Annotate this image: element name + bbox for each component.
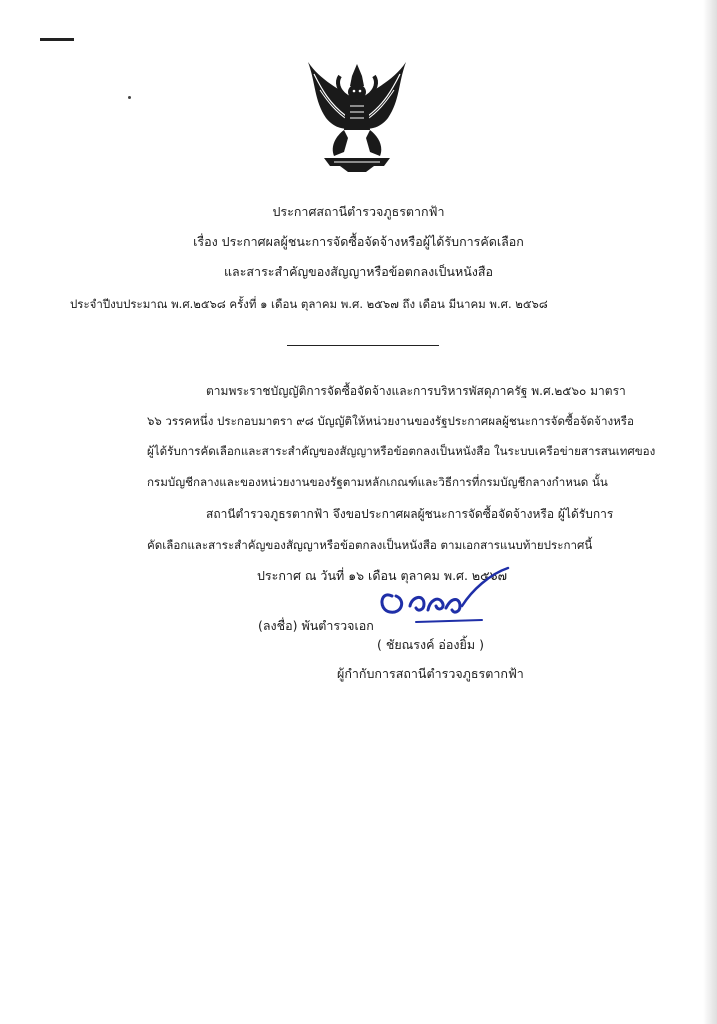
body-line: คัดเลือกและสาระสำคัญของสัญญาหรือข้อตกลงเป็นหนังสือ ตามเอกสารแนบท้ายประกาศนี้ <box>147 538 593 552</box>
signed-label: (ลงชื่อ) พันตำรวจเอก <box>258 618 374 633</box>
scan-speck <box>128 96 131 99</box>
corner-mark <box>40 38 74 41</box>
divider-rule <box>287 345 439 346</box>
announce-date: ประกาศ ณ วันที่ ๑๖ เดือน ตุลาคม พ.ศ. ๒๕๖๗ <box>257 568 507 583</box>
document-header: ประกาศสถานีตำรวจภูธรตากฟ้า <box>272 204 445 219</box>
page-edge-shadow <box>703 0 717 1024</box>
subject-line-2: และสาระสำคัญของสัญญาหรือข้อตกลงเป็นหนังสือ <box>223 264 493 279</box>
body-line: ตามพระราชบัญญัติการจัดซื้อจัดจ้างและการบริหารพัสดุภาครัฐ พ.ศ.๒๕๖๐ มาตรา <box>206 384 626 398</box>
body-line: ผู้ได้รับการคัดเลือกและสาระสำคัญของสัญญาหรือข้อตกลงเป็นหนังสือ ในระบบเครือข่ายสารสนเทศของ <box>147 444 656 458</box>
garuda-emblem-icon <box>300 60 414 172</box>
signer-position: ผู้กำกับการสถานีตำรวจภูธรตากฟ้า <box>337 666 524 681</box>
body-line: ๖๖ วรรคหนึ่ง ประกอบมาตรา ๙๘ บัญญัติให้หน่วยงานของรัฐประกาศผลผู้ชนะการจัดซื้อจัดจ้างหรือ <box>147 414 634 428</box>
signer-name: ( ชัยณรงค์ อ่องยิ้ม ) <box>377 637 484 652</box>
subject-line-1: เรื่อง ประกาศผลผู้ชนะการจัดซื้อจัดจ้างหรือผู้ได้รับการคัดเลือก <box>193 234 524 249</box>
subject-line-3: ประจำปีงบประมาณ พ.ศ.๒๕๖๘ ครั้งที่ ๑ เดือน ตุลาคม พ.ศ. ๒๕๖๗ ถึง เดือน มีนาคม พ.ศ. ๒๕๖๘ <box>70 297 548 311</box>
handwritten-signature <box>372 566 512 628</box>
body-line: กรมบัญชีกลางและของหน่วยงานของรัฐตามหลักเกณฑ์และวิธีการที่กรมบัญชีกลางกำหนด นั้น <box>147 475 608 489</box>
body-line: สถานีตำรวจภูธรตากฟ้า จึงขอประกาศผลผู้ชนะการจัดซื้อจัดจ้างหรือ ผู้ได้รับการ <box>206 507 614 521</box>
